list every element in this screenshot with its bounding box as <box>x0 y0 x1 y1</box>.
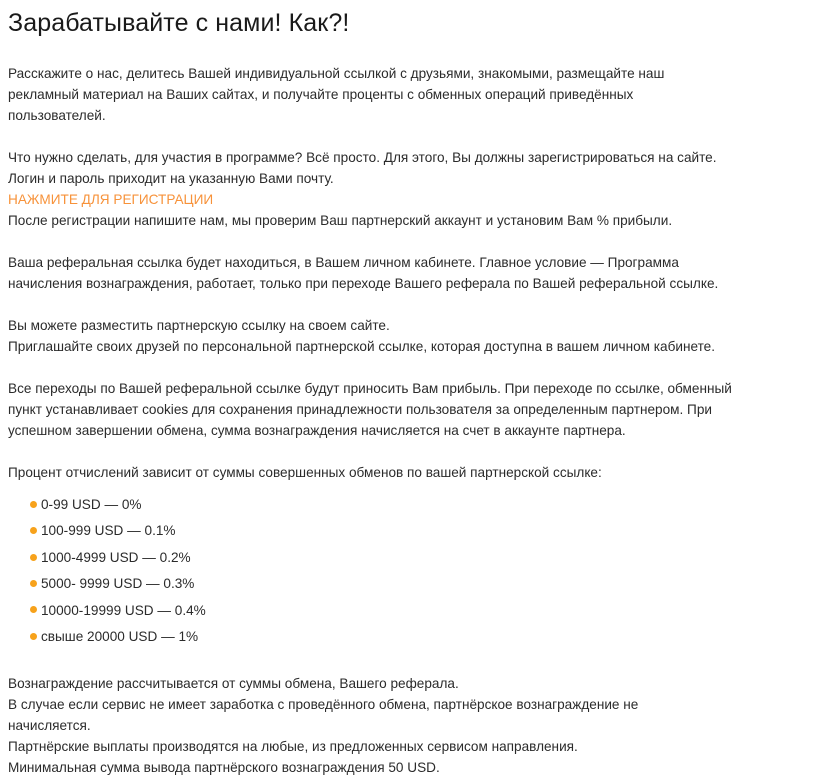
payout-line: Партнёрские выплаты производятся на любые, из предложенных сервисом направления. <box>8 739 578 755</box>
rate-text: свыше 20000 USD — 1% <box>41 629 199 645</box>
intro-line: пользователей. <box>8 108 106 123</box>
rate-text: 100-999 USD — 0.1% <box>41 523 176 539</box>
bullet-dot-icon <box>30 501 37 508</box>
cookies-line: пункт устанавливает cookies для сохранения принадлежности пользователя за определенным партнером. При <box>8 402 712 417</box>
bullet-dot-icon <box>30 606 37 613</box>
page-title: Зарабатывайте с нами! Как?! <box>8 9 350 37</box>
after-register-text: После регистрации напишите нам, мы проверим Ваш партнерский аккаунт и установим Вам % прибыли. <box>8 213 673 228</box>
rate-item <box>30 492 818 518</box>
rate-item <box>30 518 818 544</box>
steps-line: Логин и пароль приходит на указанную Вами почту. <box>8 171 334 186</box>
rate-item <box>30 545 818 571</box>
rate-item <box>30 624 818 650</box>
payout-line: начисляется. <box>8 718 91 734</box>
rates-list <box>8 492 818 650</box>
referral-info-line: Ваша реферальная ссылка будет находиться, в Вашем личном кабинете. Главное условие — Программа <box>8 255 679 270</box>
register-link[interactable]: НАЖМИТЕ ДЛЯ РЕГИСТРАЦИИ <box>8 192 214 207</box>
intro-line: Расскажите о нас, делитесь Вашей индивидуальной ссылкой с друзьями, знакомыми, размещайте наш <box>8 66 665 81</box>
placement-line: Вы можете разместить партнерскую ссылку на своем сайте. <box>8 318 390 333</box>
cookies-line: Все переходы по Вашей реферальной ссылке будут приносить Вам прибыль. При переходе по ссылке, обменный <box>8 381 732 396</box>
cookies-line: успешном завершении обмена, сумма вознаграждения начисляется на счет в аккаунте партнера. <box>8 423 626 438</box>
rate-text: 10000-19999 USD — 0.4% <box>41 602 206 618</box>
intro-paragraph <box>8 63 818 126</box>
steps-line: Что нужно сделать, для участия в программе? Всё просто. Для этого, Вы должны зарегистрироваться на сайте. <box>8 150 717 165</box>
bullet-dot-icon <box>30 580 37 587</box>
bullet-dot-icon <box>30 633 37 640</box>
payout-line: Минимальная сумма вывода партнёрского вознаграждения 50 USD. <box>8 760 440 776</box>
rate-text: 5000- 9999 USD — 0.3% <box>41 576 195 592</box>
payout-info <box>8 673 818 778</box>
bullet-dot-icon <box>30 527 37 534</box>
placement-line: Приглашайте своих друзей по персональной партнерской ссылке, которая доступна в вашем личном кабинете. <box>8 339 716 354</box>
rate-text: 1000-4999 USD — 0.2% <box>41 549 191 565</box>
rate-text: 0-99 USD — 0% <box>41 497 142 512</box>
bullet-dot-icon <box>30 554 37 561</box>
rate-item <box>30 571 818 597</box>
rate-item <box>30 598 818 624</box>
payout-line: В случае если сервис не имеет заработка с проведённого обмена, партнёрское вознаграждение не <box>8 697 639 713</box>
intro-line: рекламный материал на Ваших сайтах, и получайте проценты с обменных операций приведённых <box>8 87 634 102</box>
placement-info <box>8 315 818 357</box>
rates-intro: Процент отчислений зависит от суммы совершенных обменов по вашей партнерской ссылке: <box>8 465 602 480</box>
participation-steps <box>8 147 818 231</box>
cookies-info <box>8 378 818 441</box>
referral-link-info <box>8 252 818 294</box>
referral-info-line: начисления вознаграждения, работает, только при переходе Вашего реферала по Вашей реферальной ссылке. <box>8 276 719 291</box>
payout-line: Вознаграждение рассчитывается от суммы обмена, Вашего реферала. <box>8 676 459 692</box>
